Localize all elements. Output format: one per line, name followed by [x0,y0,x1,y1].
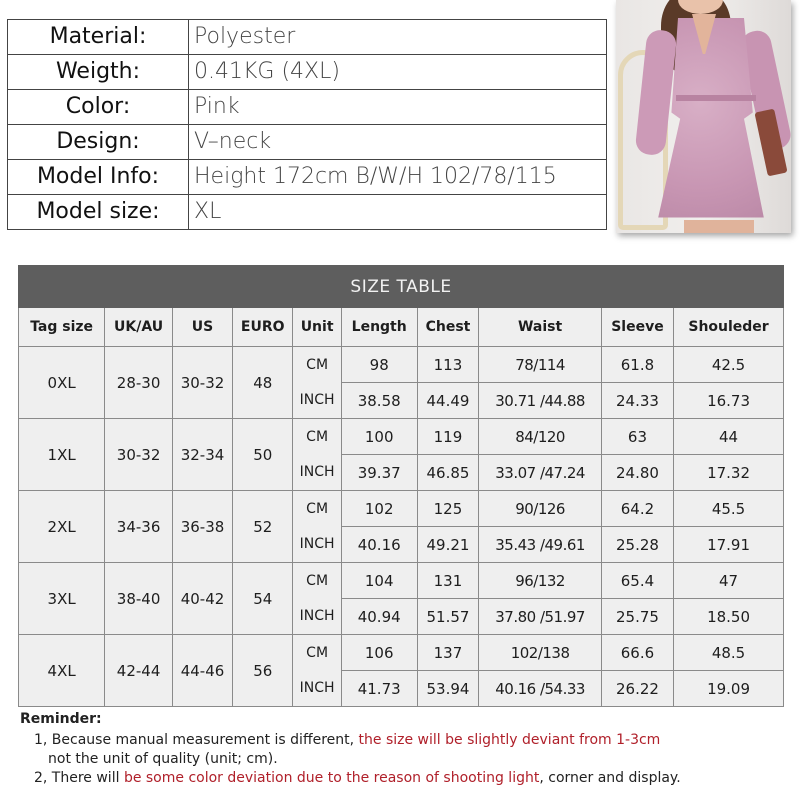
chest-cell: 119 [417,419,479,455]
column-header-chest: Chest [417,308,479,347]
model-photo [616,0,791,233]
length-cell: 40.16 [341,527,417,563]
chest-cell: 53.94 [417,671,479,707]
us-cell: 40-42 [172,563,232,635]
spec-label: Design: [8,125,189,160]
us-cell: 44-46 [172,635,232,707]
length-cell: 106 [341,635,417,671]
euro-cell: 54 [233,563,293,635]
waist-cell: 84/120 [479,419,601,455]
column-header-euro: EURO [233,308,293,347]
length-cell: 39.37 [341,455,417,491]
product-spec-table [7,19,607,230]
shoulder-cell: 18.50 [674,599,784,635]
reminder-item-2 [20,769,790,788]
column-header-unit: Unit [293,308,341,347]
reminder-section [20,710,790,788]
euro-cell: 56 [233,635,293,707]
column-header-tag-size: Tag size [19,308,105,347]
size-row-cm [19,635,784,671]
sleeve-cell: 24.33 [601,383,673,419]
spec-value: V–neck [189,125,607,160]
shoulder-cell: 16.73 [674,383,784,419]
column-header-sleeve: Sleeve [601,308,673,347]
waist-cell: 102/138 [479,635,601,671]
column-header-waist: Waist [479,308,601,347]
uk-au-cell: 34-36 [105,491,173,563]
chest-cell: 44.49 [417,383,479,419]
size-table [18,265,784,707]
length-cell: 100 [341,419,417,455]
sleeve-cell: 64.2 [601,491,673,527]
photo-model-legs [684,220,754,233]
tag-size-cell: 1XL [19,419,105,491]
size-row-cm [19,347,784,383]
spec-value: XL [189,195,607,230]
shoulder-cell: 48.5 [674,635,784,671]
waist-cell: 33.07 /47.24 [479,455,601,491]
waist-cell: 78/114 [479,347,601,383]
unit-cell: INCH [293,527,341,563]
shoulder-cell: 19.09 [674,671,784,707]
shoulder-cell: 17.32 [674,455,784,491]
sleeve-cell: 65.4 [601,563,673,599]
size-row-cm [19,419,784,455]
size-row-cm [19,563,784,599]
spec-value: 0.41KG (4XL) [189,55,607,90]
sleeve-cell: 24.80 [601,455,673,491]
uk-au-cell: 42-44 [105,635,173,707]
length-cell: 41.73 [341,671,417,707]
reminder-item-2-highlight: be some color deviation due to the reason of shooting light [123,770,540,786]
column-header-us: US [172,308,232,347]
sleeve-cell: 63 [601,419,673,455]
euro-cell: 48 [233,347,293,419]
spec-label: Color: [8,90,189,125]
spec-value: Polyester [189,20,607,55]
size-table-title: SIZE TABLE [19,266,784,308]
waist-cell: 90/126 [479,491,601,527]
sleeve-cell: 26.22 [601,671,673,707]
reminder-title: Reminder: [20,711,102,727]
sleeve-cell: 25.28 [601,527,673,563]
euro-cell: 50 [233,419,293,491]
us-cell: 30-32 [172,347,232,419]
spec-value: Height 172cm B/W/H 102/78/115 [189,160,607,195]
unit-cell: INCH [293,455,341,491]
reminder-item-2-suffix: , corner and display. [539,770,681,786]
unit-cell: INCH [293,383,341,419]
spec-row [8,55,607,90]
uk-au-cell: 30-32 [105,419,173,491]
waist-cell: 35.43 /49.61 [479,527,601,563]
chest-cell: 46.85 [417,455,479,491]
chest-cell: 49.21 [417,527,479,563]
chest-cell: 131 [417,563,479,599]
unit-cell: CM [293,563,341,599]
chest-cell: 113 [417,347,479,383]
shoulder-cell: 17.91 [674,527,784,563]
unit-cell: CM [293,635,341,671]
spec-row [8,195,607,230]
length-cell: 98 [341,347,417,383]
us-cell: 36-38 [172,491,232,563]
spec-row [8,90,607,125]
unit-cell: CM [293,347,341,383]
tag-size-cell: 2XL [19,491,105,563]
reminder-item-1-highlight: the size will be slightly deviant from 1-3cm [358,732,661,748]
chest-cell: 137 [417,635,479,671]
length-cell: 102 [341,491,417,527]
length-cell: 38.58 [341,383,417,419]
us-cell: 32-34 [172,419,232,491]
column-header-length: Length [341,308,417,347]
waist-cell: 40.16 /54.33 [479,671,601,707]
spec-label: Material: [8,20,189,55]
length-cell: 104 [341,563,417,599]
shoulder-cell: 47 [674,563,784,599]
tag-size-cell: 0XL [19,347,105,419]
shoulder-cell: 44 [674,419,784,455]
shoulder-cell: 45.5 [674,491,784,527]
sleeve-cell: 25.75 [601,599,673,635]
uk-au-cell: 38-40 [105,563,173,635]
shoulder-cell: 42.5 [674,347,784,383]
spec-label: Weigth: [8,55,189,90]
sleeve-cell: 66.6 [601,635,673,671]
waist-cell: 30.71 /44.88 [479,383,601,419]
sleeve-cell: 61.8 [601,347,673,383]
uk-au-cell: 28-30 [105,347,173,419]
spec-label: Model size: [8,195,189,230]
reminder-item-1-text: 1, Because manual measurement is different, [34,732,359,748]
spec-row [8,20,607,55]
reminder-item-1 [20,731,790,750]
spec-value: Pink [189,90,607,125]
tag-size-cell: 3XL [19,563,105,635]
column-header-shoulder: Shouleder [674,308,784,347]
waist-cell: 96/132 [479,563,601,599]
chest-cell: 125 [417,491,479,527]
reminder-item-2-text: 2, There will [34,770,124,786]
reminder-item-1-continuation: not the unit of quality (unit; cm). [48,751,278,767]
spec-row [8,125,607,160]
chest-cell: 51.57 [417,599,479,635]
length-cell: 40.94 [341,599,417,635]
spec-label: Model Info: [8,160,189,195]
size-table-header-row [19,308,784,347]
tag-size-cell: 4XL [19,635,105,707]
spec-row [8,160,607,195]
column-header-uk-au: UK/AU [105,308,173,347]
unit-cell: INCH [293,599,341,635]
unit-cell: INCH [293,671,341,707]
size-row-cm [19,491,784,527]
waist-cell: 37.80 /51.97 [479,599,601,635]
photo-dress-waistband [676,95,756,101]
euro-cell: 52 [233,491,293,563]
unit-cell: CM [293,491,341,527]
unit-cell: CM [293,419,341,455]
